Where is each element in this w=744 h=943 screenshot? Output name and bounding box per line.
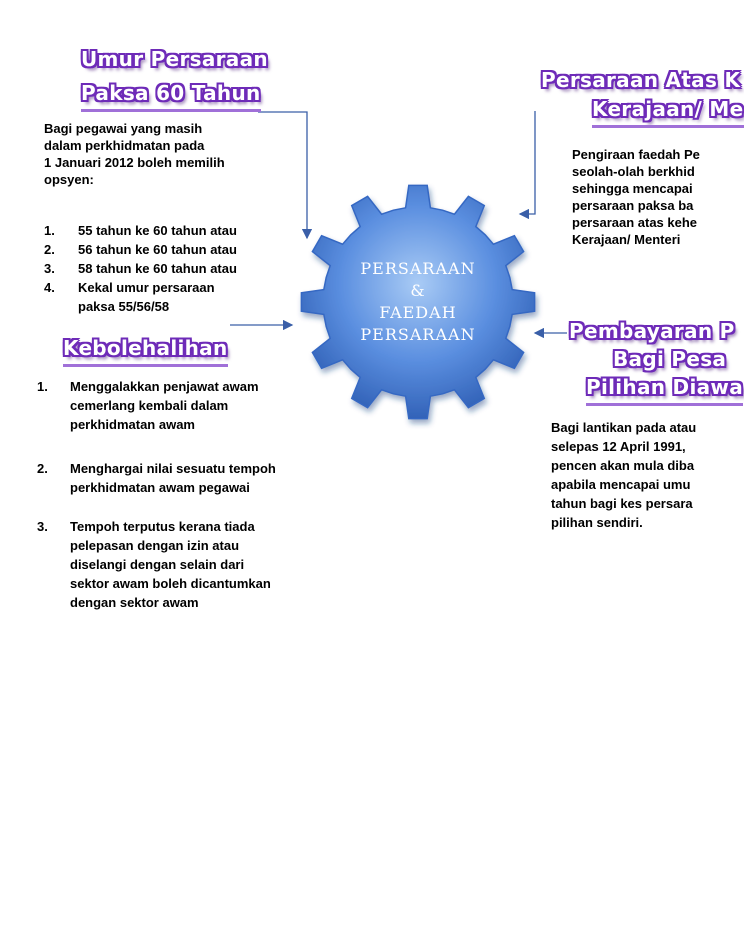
intro-line: 1 Januari 2012 boleh memilih: [44, 155, 225, 170]
list-number: 3.: [37, 519, 48, 534]
heading-umur-persaraan-line-2: Paksa 60 Tahun: [81, 80, 261, 106]
list-line: pelepasan dengan izin atau: [70, 538, 240, 553]
top-right-line: Pengiraan faedah Pe: [572, 147, 700, 162]
heading-persaraan-atas-kehendak-line-1: Persaraan Atas K: [541, 68, 741, 92]
bottom-right-line: pencen akan mula diba: [551, 458, 695, 473]
heading-persaraan-atas-kehendak-line-2: Kerajaan/ Me: [592, 96, 744, 122]
intro-line: opsyen:: [44, 172, 94, 187]
list-line: sektor awam boleh dicantumkan: [70, 576, 271, 591]
option-text-continued: paksa 55/56/58: [78, 299, 170, 314]
top-right-line: persaraan atas kehe: [572, 215, 698, 230]
option-number: 2.: [44, 242, 55, 257]
intro-line: Bagi pegawai yang masih: [44, 121, 203, 136]
gear-label-line-3: FAEDAH: [379, 303, 457, 322]
gear-label-line-2: &: [410, 281, 426, 300]
heading-umur-persaraan-line-1: Umur Persaraan: [81, 47, 268, 71]
bottom-right-line: selepas 12 April 1991,: [551, 439, 686, 454]
list-line: diselangi dengan selain dari: [70, 557, 245, 572]
bottom-right-text: [551, 418, 696, 532]
option-text: Kekal umur persaraan: [78, 280, 215, 295]
top-right-line: persaraan paksa ba: [572, 198, 694, 213]
gear-label-line-1: PERSARAAN: [360, 259, 476, 278]
gear-label-line-4: PERSARAAN: [360, 325, 476, 344]
top-right-text: [572, 146, 700, 248]
option-number: 1.: [44, 223, 55, 238]
list-line: Tempoh terputus kerana tiada: [70, 519, 255, 534]
option-number: 4.: [44, 280, 55, 295]
option-text: 58 tahun ke 60 tahun atau: [78, 261, 237, 276]
heading-pembayaran-pencen-line-3: Pilihan Diawa: [586, 374, 743, 400]
list-line: cemerlang kembali dalam: [70, 398, 229, 413]
bottom-right-line: apabila mencapai umu: [551, 477, 691, 492]
option-number: 3.: [44, 261, 55, 276]
list-number: 1.: [37, 379, 48, 394]
heading-kebolehalihan: Kebolehalihan: [63, 335, 228, 361]
list-line: Menggalakkan penjawat awam: [70, 379, 259, 394]
list-line: perkhidmatan awam pegawai: [70, 480, 250, 495]
list-line: perkhidmatan awam: [70, 417, 195, 432]
heading-pembayaran-pencen-line-2: Bagi Pesa: [613, 347, 727, 371]
option-text: 55 tahun ke 60 tahun atau: [78, 223, 237, 238]
bottom-right-line: pilihan sendiri.: [551, 515, 643, 530]
top-right-line: seolah-olah berkhid: [572, 164, 695, 179]
intro-line: dalam perkhidmatan pada: [44, 138, 205, 153]
bottom-right-line: Bagi lantikan pada atau: [551, 420, 697, 435]
list-number: 2.: [37, 461, 48, 476]
top-right-line: sehingga mencapai: [572, 181, 693, 196]
heading-pembayaran-pencen-line-1: Pembayaran P: [569, 319, 735, 343]
option-text: 56 tahun ke 60 tahun atau: [78, 242, 237, 257]
top-right-line: Kerajaan/ Menteri: [572, 232, 681, 247]
list-line: Menghargai nilai sesuatu tempoh: [70, 461, 276, 476]
bottom-right-line: tahun bagi kes persara: [551, 496, 693, 511]
list-line: dengan sektor awam: [70, 595, 199, 610]
